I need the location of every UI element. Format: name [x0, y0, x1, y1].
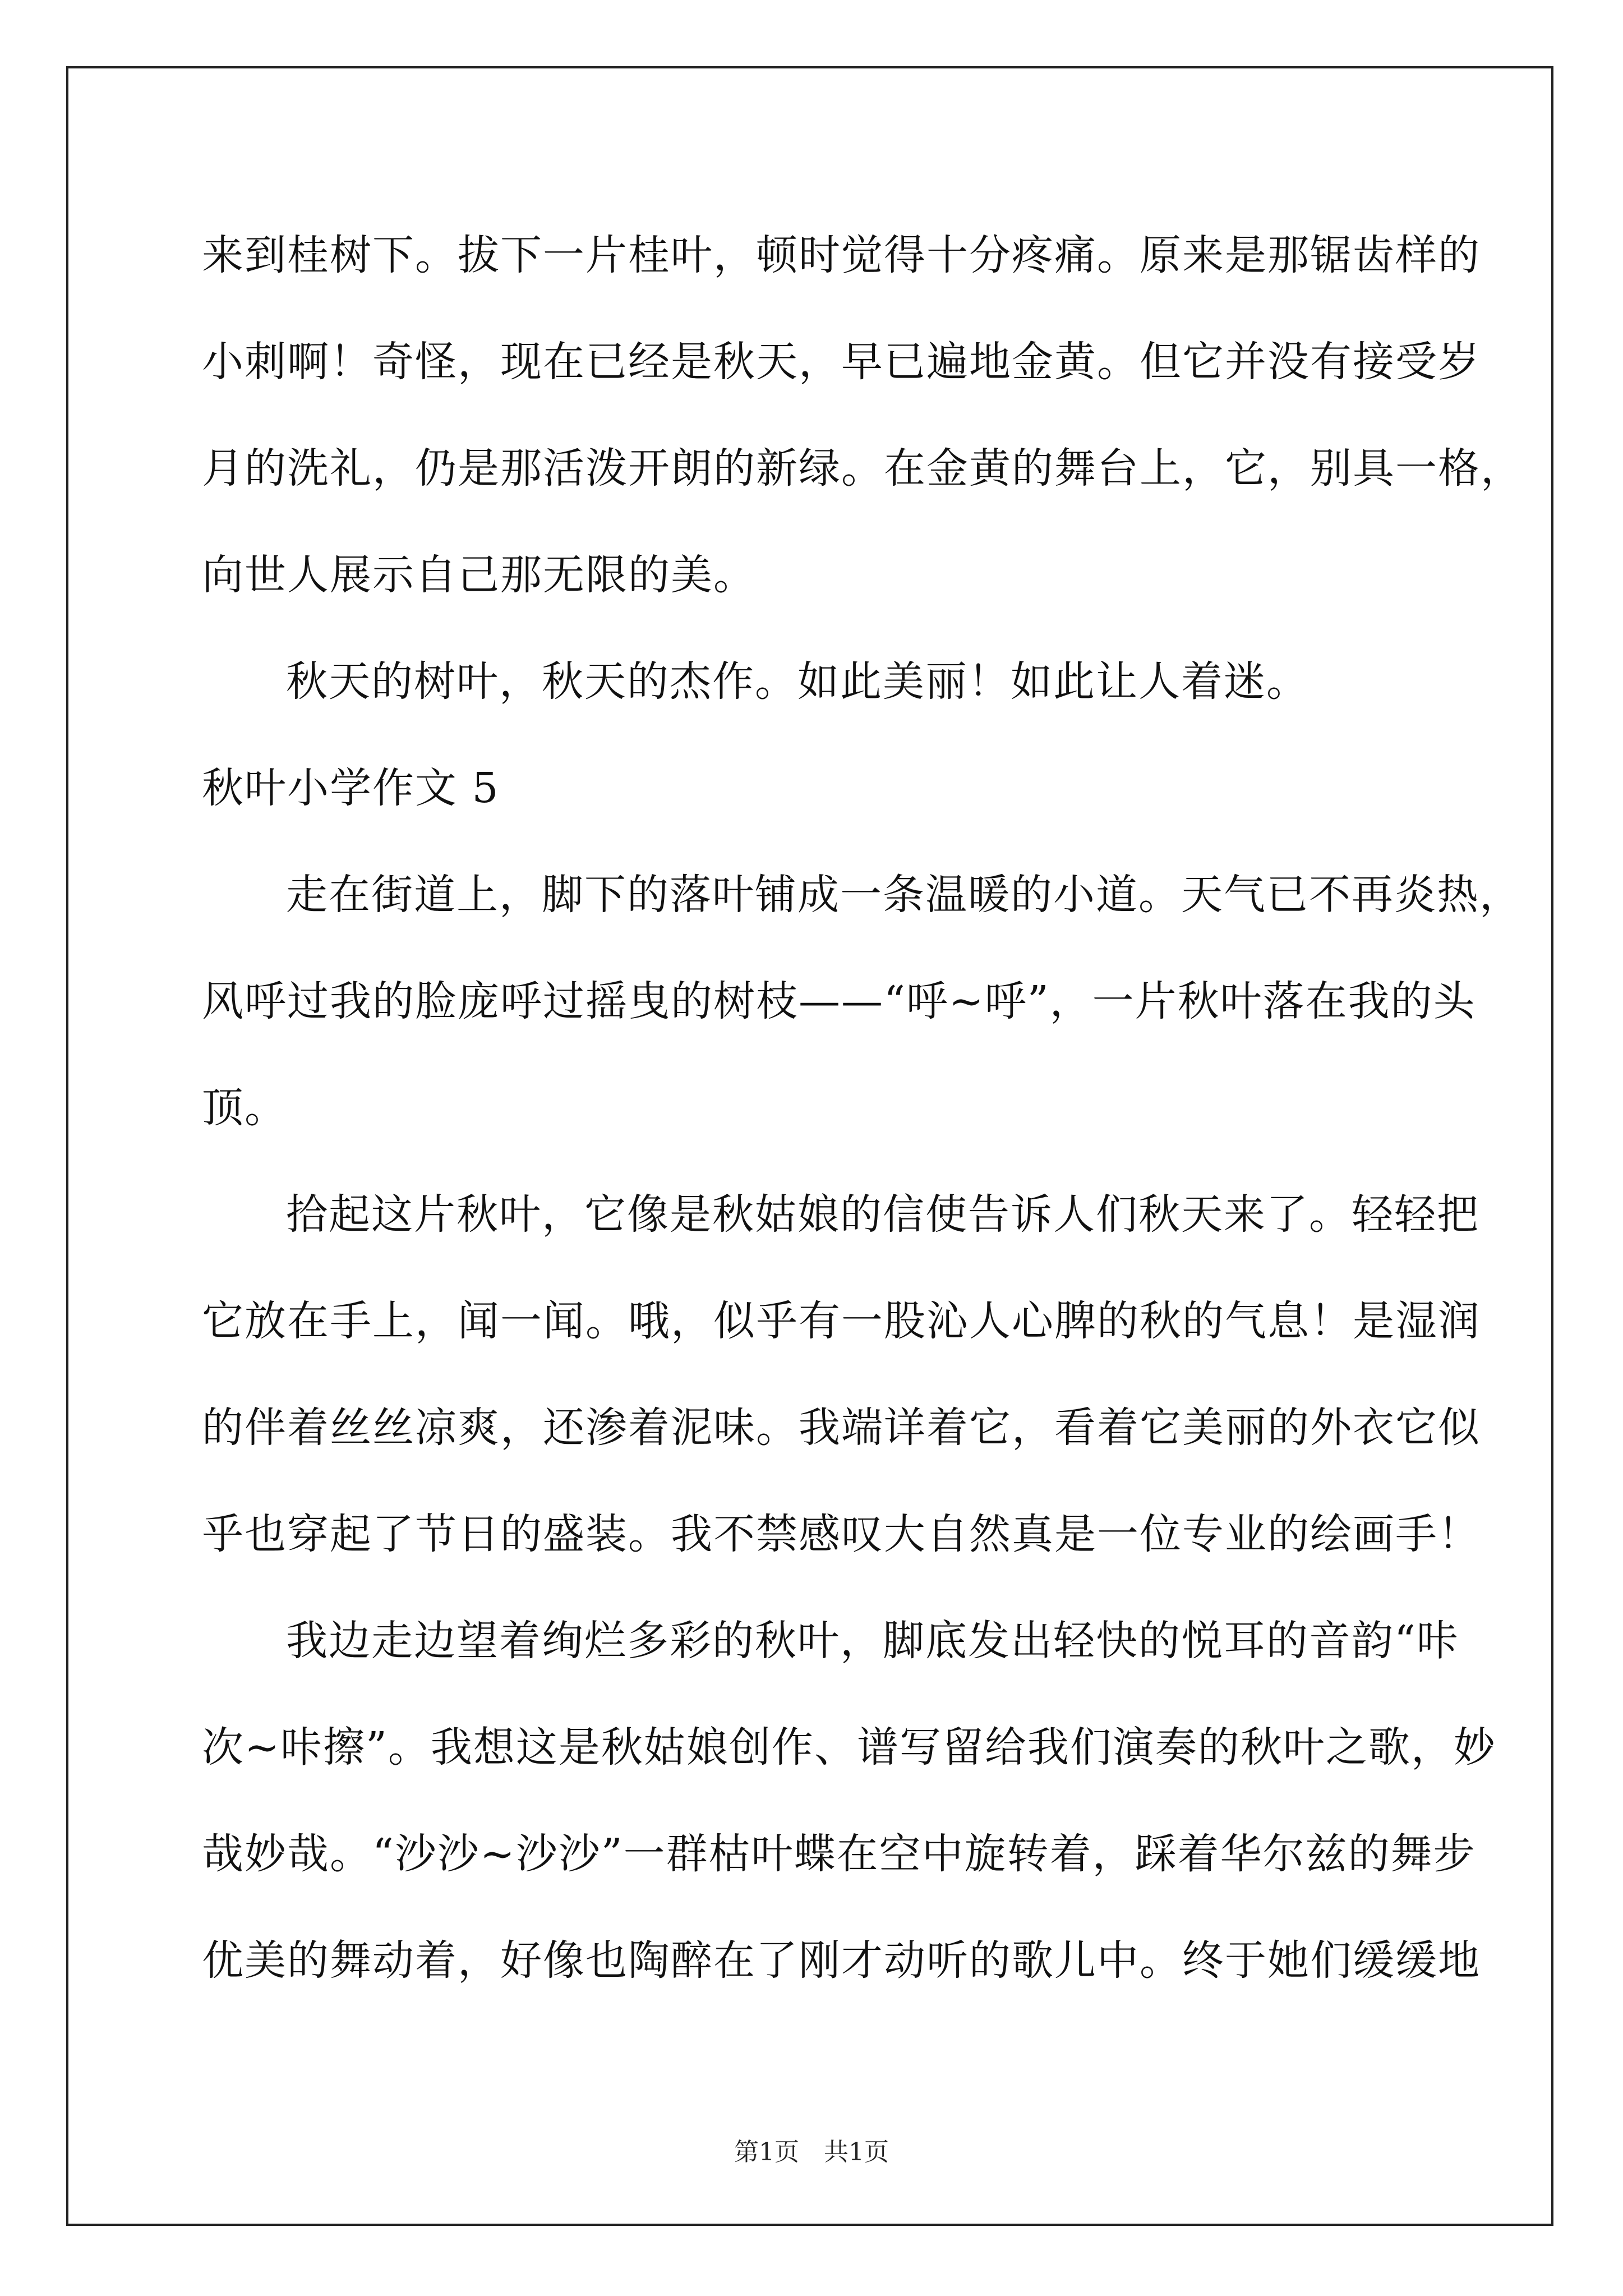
text-line-8: 风呼过我的脸庞呼过摇曳的树枝——“呼~呼”，一片秋叶落在我的头	[202, 977, 1476, 1025]
text-line-15: 次~咔擦”。我想这是秋姑娘创作、谱写留给我们演奏的秋叶之歌，妙	[202, 1723, 1496, 1772]
text-line-1: 来到桂树下。拔下一片桂叶，顿时觉得十分疼痛。原来是那锯齿样的	[202, 231, 1481, 279]
text-line-4: 向世人展示自己那无限的美。	[202, 551, 756, 599]
text-line-17: 优美的舞动着，好像也陶醉在了刚才动听的歌儿中。终于她们缓缓地	[202, 1936, 1481, 1985]
text-line-7: 走在街道上，脚下的落叶铺成一条温暖的小道。天气已不再炎热，	[286, 871, 1522, 919]
text-line-12: 的伴着丝丝凉爽，还渗着泥味。我端详着它，看着它美丽的外衣它似	[202, 1404, 1481, 1452]
document-body	[202, 202, 1523, 2014]
text-line-2: 小刺啊！奇怪，现在已经是秋天，早已遍地金黄。但它并没有接受岁	[202, 338, 1481, 386]
text-line-5: 秋天的树叶，秋天的杰作。如此美丽！如此让人着迷。	[286, 657, 1309, 706]
section-heading: 秋叶小学作文 5	[202, 764, 500, 812]
text-line-16: 哉妙哉。“沙沙~沙沙”一群枯叶蝶在空中旋转着，踩着华尔兹的舞步	[202, 1830, 1476, 1878]
text-line-9: 顶。	[202, 1084, 287, 1132]
text-line-14: 我边走边望着绚烂多彩的秋叶，脚底发出轻快的悦耳的音韵“咔	[286, 1617, 1459, 1665]
text-line-11: 它放在手上，闻一闻。哦，似乎有一股沁人心脾的秋的气息！是湿润	[202, 1297, 1481, 1345]
text-line-13: 乎也穿起了节日的盛装。我不禁感叹大自然真是一位专业的绘画手！	[202, 1510, 1481, 1558]
page-footer: 第1页 共1页	[734, 2138, 889, 2166]
text-line-3: 月的洗礼，仍是那活泼开朗的新绿。在金黄的舞台上，它，别具一格，	[202, 444, 1523, 493]
text-line-10: 拾起这片秋叶，它像是秋姑娘的信使告诉人们秋天来了。轻轻把	[286, 1190, 1479, 1239]
